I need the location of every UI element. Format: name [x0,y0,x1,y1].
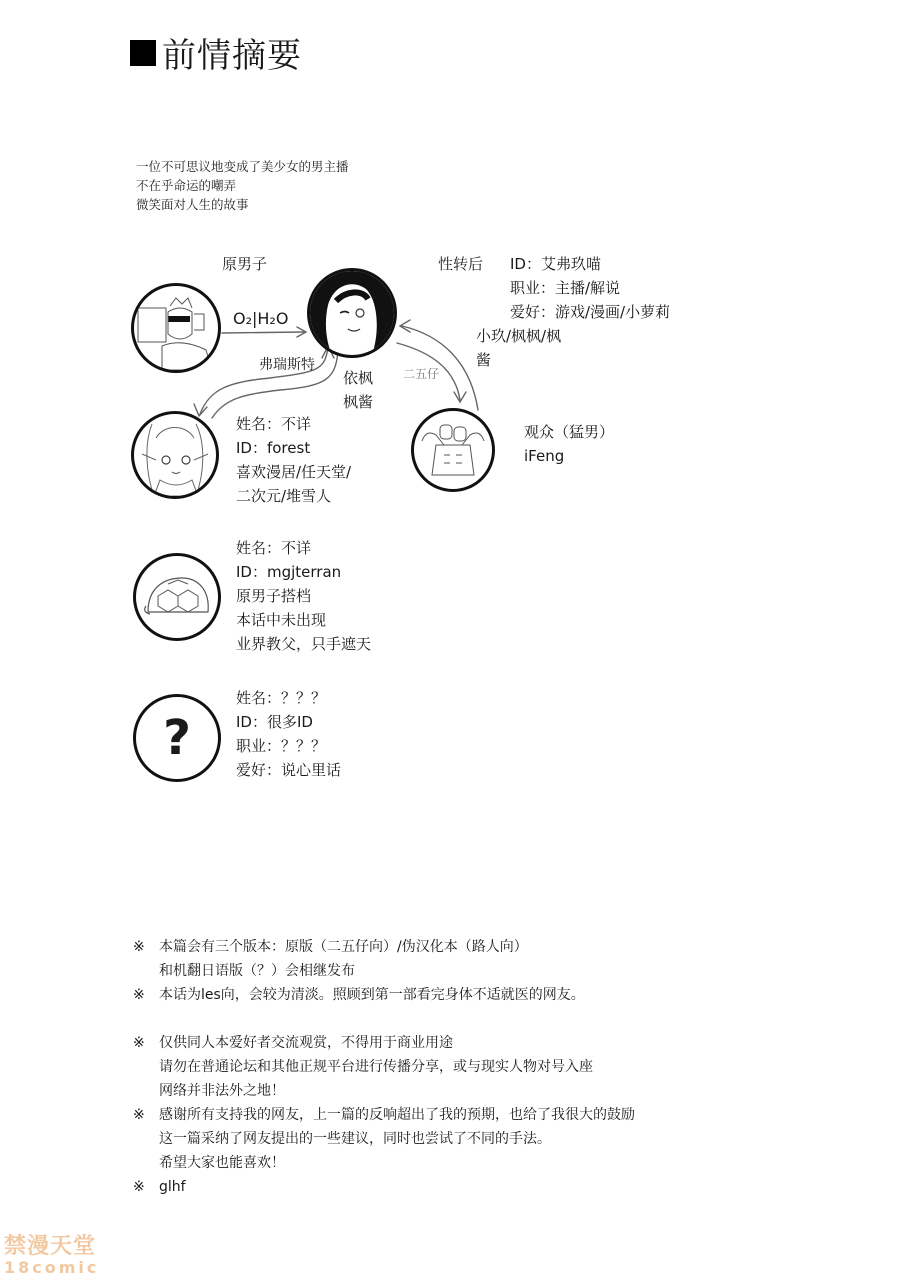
heroine-id: ID：艾弗玖喵 [510,255,601,273]
reference-mark-icon: ※ [133,1179,145,1195]
turtle-shell-icon [136,556,218,638]
intro-line: 不在乎命运的嘲弄 [136,178,237,193]
heroine-portrait [307,268,397,358]
reference-mark-icon: ※ [133,1107,145,1123]
page-title-text: 前情摘要 [162,36,302,76]
elf-girl-sketch-icon [134,414,216,496]
mgjterran-portrait [133,553,221,641]
original-male-portrait [131,283,221,373]
note-item: ※ 本篇会有三个版本：原版（二五仔向）/伪汉化本（路人向） 和机翻日语版（？）会相继发布 [133,935,635,983]
note-item: ※ 仅供同人本爱好者交流观赏，不得用于商业用途 请勿在普通论坛和其他正规平台进行传播分享，或与现实人物对号入座 网络并非法外之地！ [133,1031,635,1103]
heroine-hobby: 爱好：游戏/漫画/小萝莉 [510,303,671,321]
note-item: ※ glhf [133,1175,635,1199]
reference-mark-icon: ※ [133,987,145,1003]
arrow-forest-label: 弗瑞斯特 [259,357,315,373]
audience-details: 观众（猛男） iFeng [524,423,615,465]
watermark-line1: 禁漫天堂 [4,1234,97,1259]
forest-portrait [131,411,219,499]
unknown-portrait [133,694,221,782]
man-sketch-icon [134,286,218,370]
question-mark-icon: ? [163,710,191,766]
girl-sketch-icon [310,271,394,355]
muscle-men-sketch-icon [414,411,492,489]
arrow-transform [222,332,305,333]
reference-mark-icon: ※ [133,939,145,955]
heroine-details [510,252,670,324]
notes-section [133,935,635,1199]
forest-details: 姓名：不详 ID：forest 喜欢漫居/任天堂/ 二次元/堆雪人 [236,415,352,505]
arrow-audience-label: 二五仔 [403,367,440,381]
note-item: ※ 感谢所有支持我的网友，上一篇的反响超出了我的预期，也给了我很大的鼓励 这一篇采纳了网友提出的一些建议，同时也尝试了不同的手法。 希望大家也能喜欢！ [133,1103,635,1175]
heroine-label: 性转后 [438,255,484,273]
heroine-job: 职业：主播/解说 [510,279,621,297]
transform-arrow-label: O₂|H₂O [233,309,289,328]
unknown-details: 姓名：？？？ ID：很多ID 职业：？？？ 爱好：说心里话 [236,689,342,779]
note-item: ※ 本话为les向，会较为清淡。照顾到第一部看完身体不适就医的网友。 [133,983,635,1007]
reference-mark-icon: ※ [133,1035,145,1051]
heroine-alt-names: 依枫 枫酱 [343,369,374,411]
original-male-label: 原男子 [222,255,268,273]
watermark [4,1235,99,1277]
audience-portrait [411,408,495,492]
intro-line: 微笑面对人生的故事 [136,197,249,212]
heroine-nicknames: 小玖/枫枫/枫 酱 [476,327,562,369]
mgjterran-details: 姓名：不详 ID：mgjterran 原男子搭档 本话中未出现 业界教父，只手遮天 [236,539,372,653]
watermark-line2: 18comic [4,1258,100,1277]
intro-line: 一位不可思议地变成了美少女的男主播 [136,159,349,174]
